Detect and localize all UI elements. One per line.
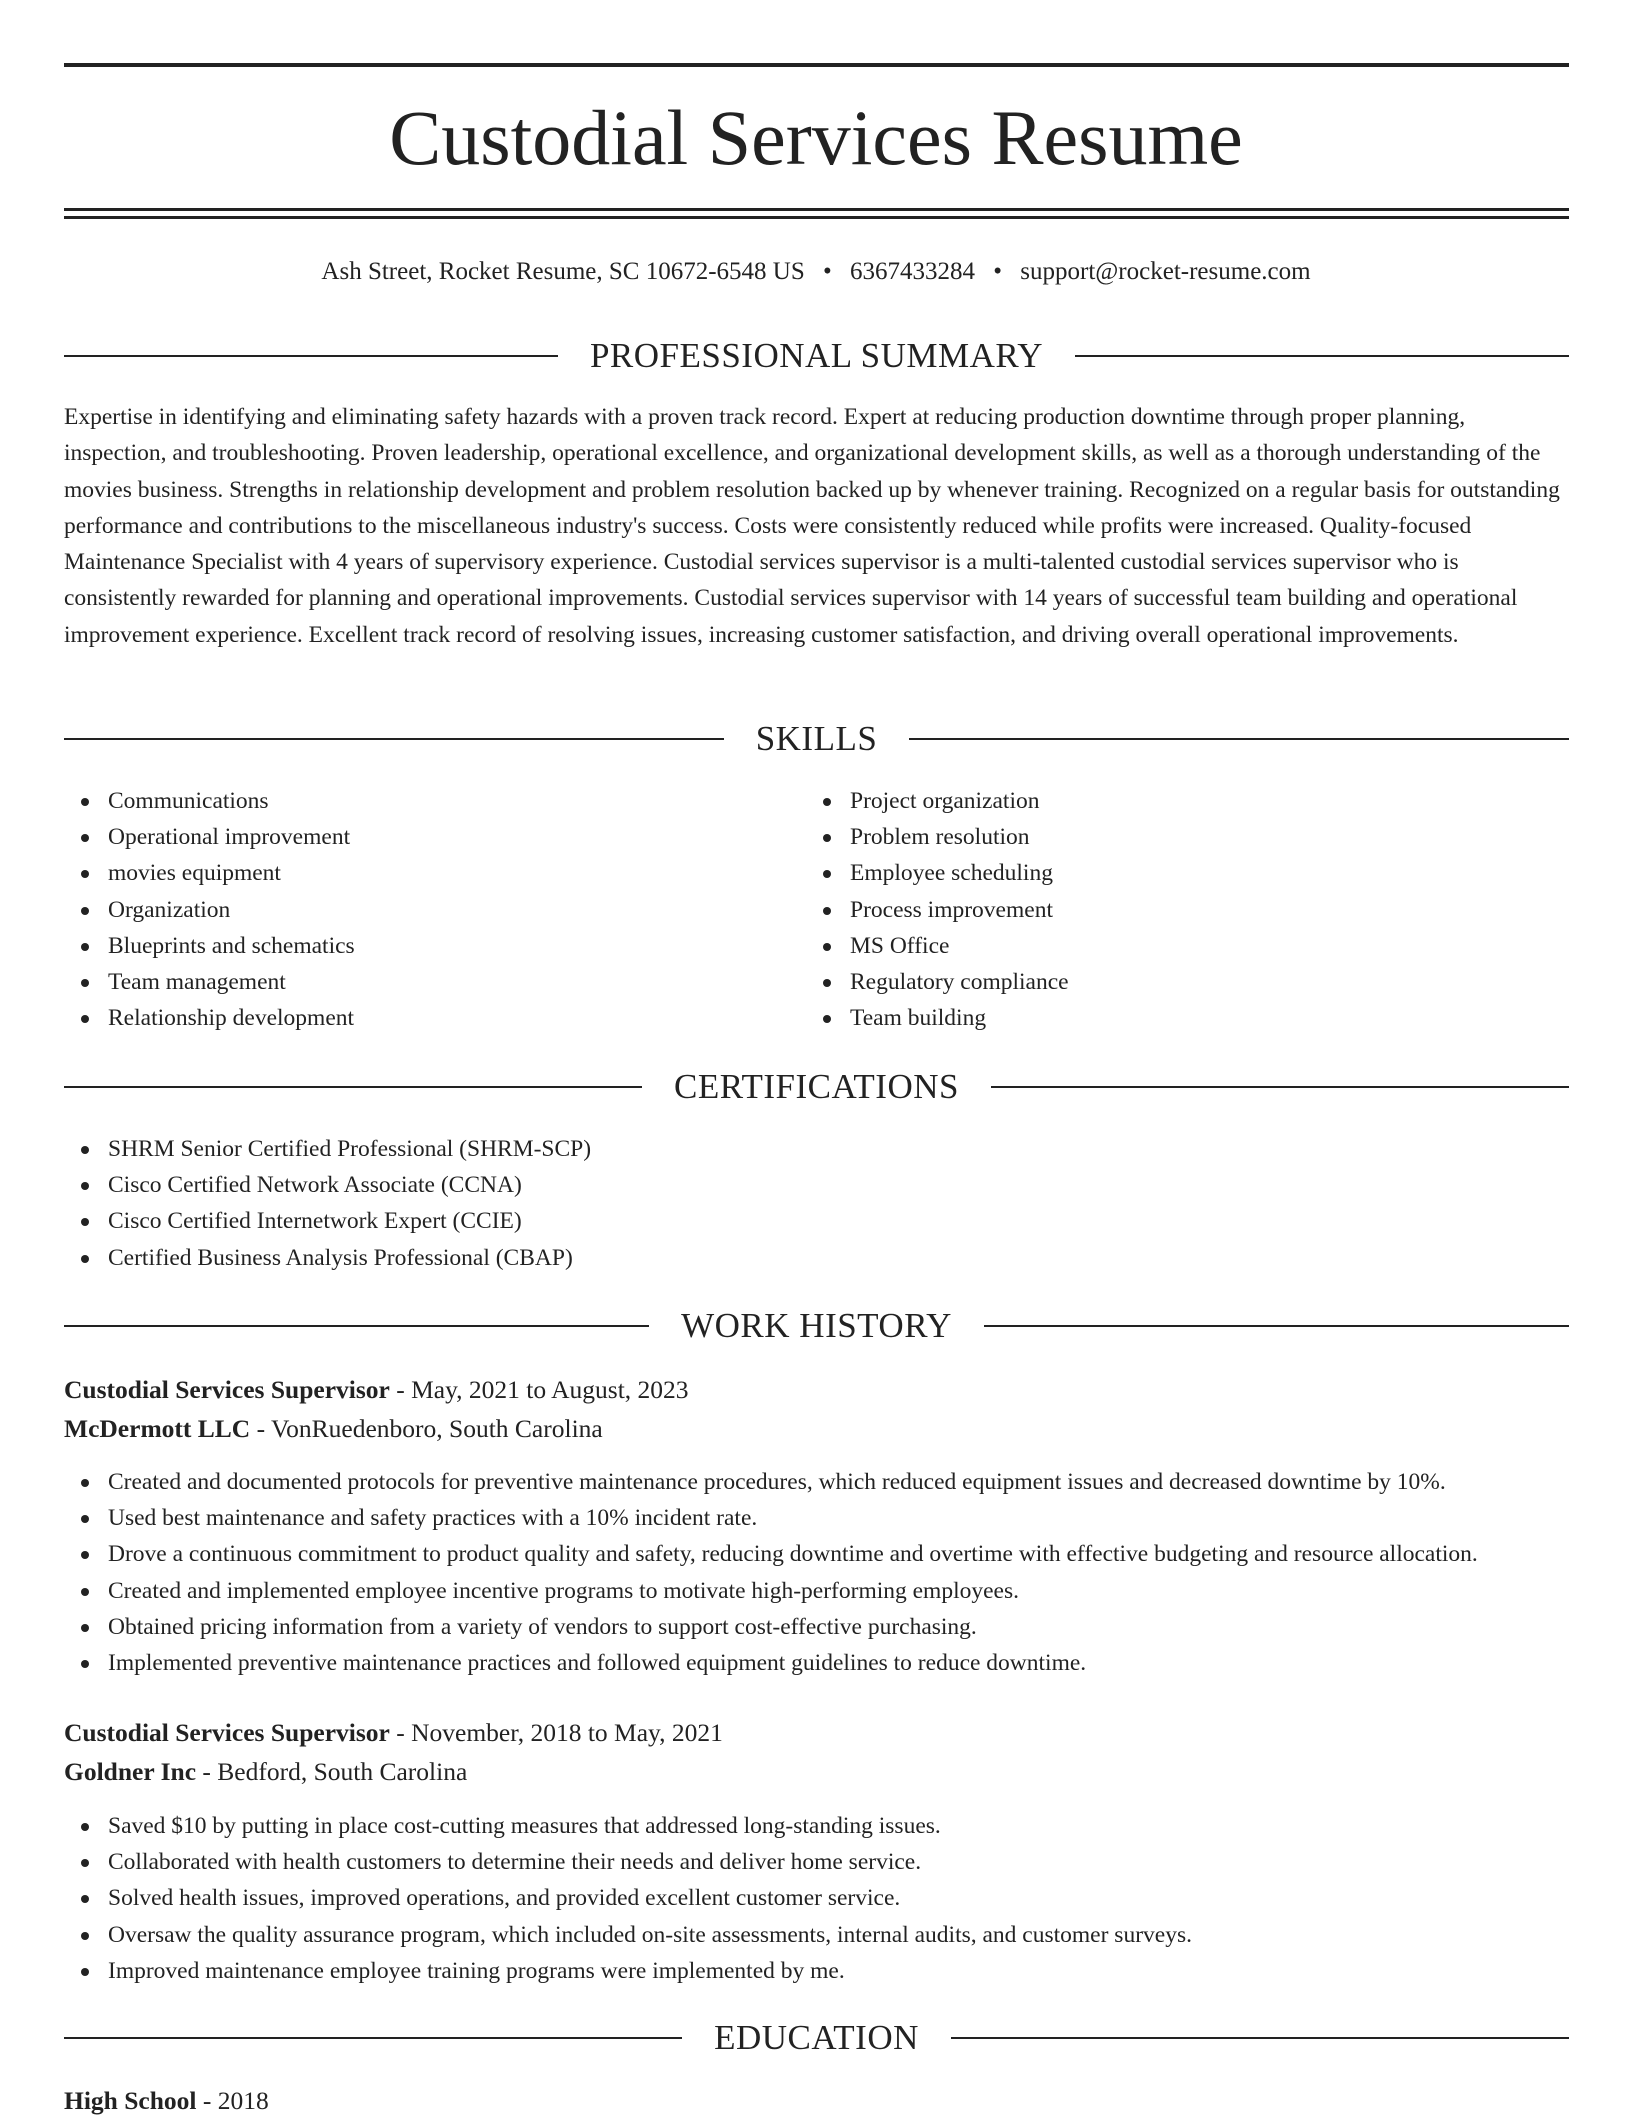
job-bullet: Used best maintenance and safety practices with a 10% incident rate.	[64, 1500, 1478, 1536]
summary-text: Expertise in identifying and eliminating safety hazards with a proven track record. Expert at reducing production downtime through proper planning, inspection, and troubleshooting. Proven leadership, operational excellence, and organizational development skills, as well as a thorough understanding of the movies business. Strengths in relationship development and problem resolution backed up by whenever training. Recognized on a regular basis for outstanding performance and contributions to the miscellaneous industry's success. Costs were consistently reduced while profits were increased. Quality-focused Maintenance Specialist with 4 years of supervisory experience. Custodial services supervisor is a multi-talented custodial services supervisor who is consistently rewarded for planning and operational improvements. Custodial services supervisor with 14 years of successful team building and operational improvement experience. Excellent track record of resolving issues, increasing customer satisfaction, and driving overall operational improvements.	[64, 404, 1560, 648]
heading-rule-left	[64, 738, 724, 740]
skill-item: Process improvement	[806, 892, 1069, 928]
education-school: High School	[64, 2086, 197, 2115]
contact-separator: •	[993, 258, 1003, 285]
job-bullet: Saved $10 by putting in place cost-cutting measures that addressed long-standing issues.	[64, 1808, 1192, 1844]
skill-item: Team building	[806, 1000, 1069, 1036]
job-bullet: Improved maintenance employee training programs were implemented by me.	[64, 1953, 1192, 1989]
skill-item: Operational improvement	[64, 819, 355, 855]
certification-item: SHRM Senior Certified Professional (SHRM-SCP)	[64, 1131, 591, 1167]
contact-address: Ash Street, Rocket Resume, SC 10672-6548 US	[321, 258, 805, 285]
heading-rule-left	[64, 1086, 642, 1088]
job-title-line	[64, 1370, 689, 1410]
job-dates: - May, 2021 to August, 2023	[389, 1375, 689, 1404]
contact-email[interactable]: support@rocket-resume.com	[1020, 258, 1311, 285]
skills-list-left	[64, 783, 355, 1036]
page-title: Custodial Services Resume	[389, 94, 1243, 181]
heading-rule-left	[64, 2037, 682, 2039]
job-location: - VonRuedenboro, South Carolina	[250, 1414, 603, 1443]
contact-phone[interactable]: 6367433284	[850, 258, 976, 285]
job-title: Custodial Services Supervisor	[64, 1718, 390, 1747]
header-bottom-rule-1	[64, 208, 1569, 211]
heading-rule-right	[991, 1086, 1569, 1088]
certification-item: Cisco Certified Network Associate (CCNA)	[64, 1167, 591, 1203]
skill-item: Project organization	[806, 783, 1069, 819]
job-title: Custodial Services Supervisor	[64, 1375, 390, 1404]
summary-heading	[64, 334, 1569, 378]
skill-item: movies equipment	[64, 855, 355, 891]
certifications-list	[64, 1131, 591, 1276]
skill-item: Team management	[64, 964, 355, 1000]
job-dates: - November, 2018 to May, 2021	[389, 1718, 723, 1747]
education-heading-label: EDUCATION	[714, 2018, 919, 2057]
work-history-heading-label: WORK HISTORY	[681, 1306, 952, 1345]
skills-heading	[64, 717, 1569, 761]
certification-item: Cisco Certified Internetwork Expert (CCIE)	[64, 1203, 591, 1239]
job-company-line	[64, 1752, 467, 1792]
job-bullet: Drove a continuous commitment to product quality and safety, reducing downtime and overtime with effective budgeting and resource allocation.	[64, 1536, 1478, 1572]
job-title-line	[64, 1713, 723, 1753]
heading-rule-right	[984, 1325, 1569, 1327]
heading-rule-left	[64, 1325, 649, 1327]
job-bullets	[64, 1808, 1192, 1989]
header-bottom-rule-2	[64, 216, 1569, 219]
job-location: - Bedford, South Carolina	[196, 1757, 468, 1786]
heading-rule-left	[64, 355, 558, 357]
skill-item: Relationship development	[64, 1000, 355, 1036]
skills-heading-label: SKILLS	[755, 719, 878, 758]
heading-rule-right	[909, 738, 1569, 740]
job-bullet: Oversaw the quality assurance program, which included on-site assessments, internal audits, and customer surveys.	[64, 1917, 1192, 1953]
job-bullet: Created and implemented employee incentive programs to motivate high-performing employees.	[64, 1573, 1478, 1609]
skills-list-right	[806, 783, 1069, 1036]
education-heading	[64, 2016, 1569, 2060]
skill-item: Regulatory compliance	[806, 964, 1069, 1000]
certifications-heading	[64, 1065, 1569, 1109]
header-top-rule	[64, 63, 1569, 67]
contact-line	[0, 254, 1632, 290]
skill-item: Blueprints and schematics	[64, 928, 355, 964]
job-bullets	[64, 1464, 1478, 1681]
education-line	[64, 2081, 269, 2121]
summary-heading-label: PROFESSIONAL SUMMARY	[589, 336, 1044, 375]
certifications-heading-label: CERTIFICATIONS	[674, 1067, 959, 1106]
skill-item: Organization	[64, 892, 355, 928]
job-bullet: Collaborated with health customers to determine their needs and deliver home service.	[64, 1844, 1192, 1880]
job-company: McDermott LLC	[64, 1414, 251, 1443]
skill-item: Employee scheduling	[806, 855, 1069, 891]
job-bullet: Implemented preventive maintenance practices and followed equipment guidelines to reduce downtime.	[64, 1645, 1478, 1681]
skill-item: Communications	[64, 783, 355, 819]
job-company-line	[64, 1409, 603, 1449]
job-bullet: Solved health issues, improved operations, and provided excellent customer service.	[64, 1880, 1192, 1916]
job-company: Goldner Inc	[64, 1757, 197, 1786]
job-bullet: Created and documented protocols for preventive maintenance procedures, which reduced equipment issues and decreased downtime by 10%.	[64, 1464, 1478, 1500]
heading-rule-right	[951, 2037, 1569, 2039]
work-history-heading	[64, 1304, 1569, 1348]
skill-item: MS Office	[806, 928, 1069, 964]
heading-rule-right	[1075, 355, 1569, 357]
job-bullet: Obtained pricing information from a variety of vendors to support cost-effective purchasing.	[64, 1609, 1478, 1645]
education-year: - 2018	[196, 2086, 269, 2115]
contact-separator: •	[823, 258, 832, 285]
certification-item: Certified Business Analysis Professional (CBAP)	[64, 1240, 591, 1276]
skill-item: Problem resolution	[806, 819, 1069, 855]
